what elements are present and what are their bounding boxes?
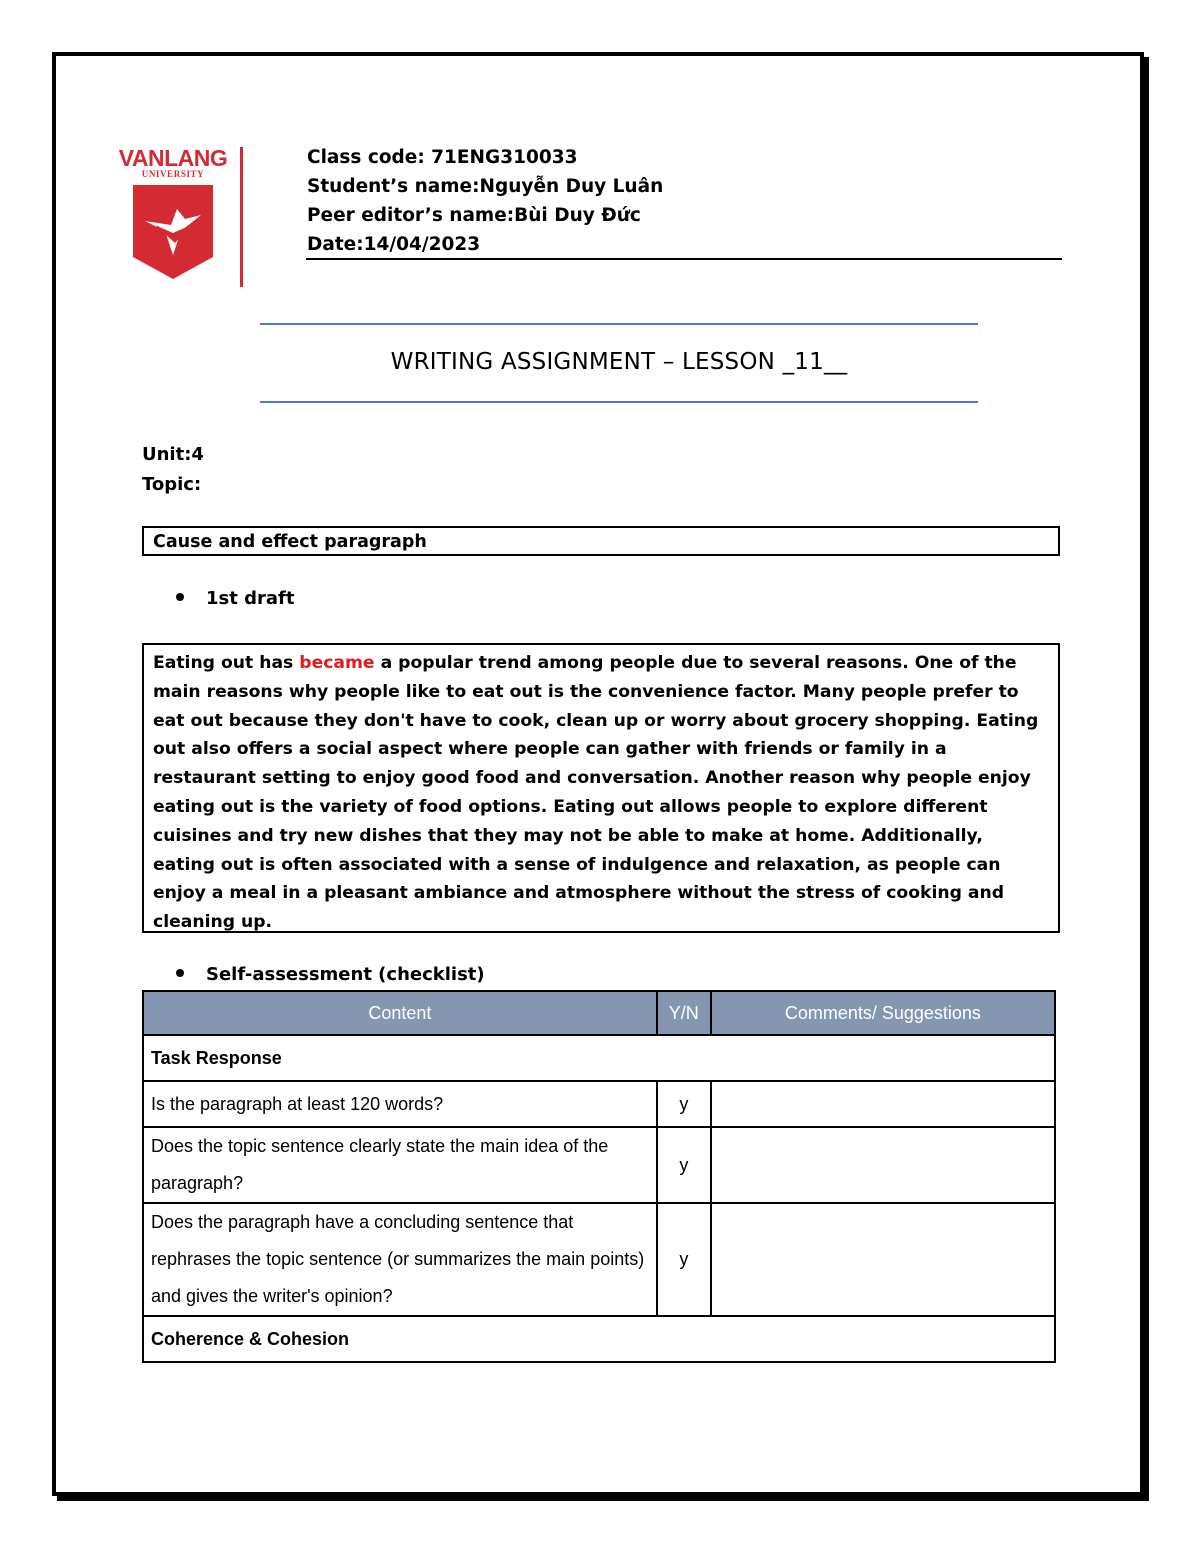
- draft-paragraph: [142, 643, 1060, 933]
- page-title: WRITING ASSIGNMENT – LESSON _11__: [390, 349, 848, 375]
- draft-bullet-label: 1st draft: [206, 588, 295, 609]
- table-row: [143, 1081, 1055, 1127]
- header-info: [307, 143, 663, 259]
- header-content: Content: [143, 991, 657, 1035]
- shield-icon: [133, 185, 213, 279]
- table-header-row: [143, 991, 1055, 1035]
- class-code: Class code: 71ENG310033: [307, 147, 578, 168]
- question-cell: Does the topic sentence clearly state the main idea of the paragraph?: [143, 1127, 657, 1203]
- unit-topic: [142, 440, 204, 500]
- unit-label: Unit:4: [142, 444, 204, 465]
- comment-cell[interactable]: [711, 1127, 1055, 1203]
- peer-editor-name: Peer editor’s name:Bùi Duy Đức: [307, 205, 641, 226]
- logo-divider: [240, 147, 243, 287]
- section-row-task-response: [143, 1035, 1055, 1081]
- bullet-icon: [176, 593, 184, 601]
- table-row: [143, 1127, 1055, 1203]
- section-coherence-cohesion: Coherence & Cohesion: [143, 1316, 1055, 1362]
- yn-cell[interactable]: y: [657, 1081, 711, 1127]
- header-yn: Y/N: [657, 991, 711, 1035]
- title-rule-top: [260, 323, 978, 325]
- logo-subtitle: UNIVERSITY: [141, 169, 205, 179]
- yn-cell[interactable]: y: [657, 1203, 711, 1316]
- logo-wordmark: VANLANG: [118, 145, 228, 171]
- self-assessment-label: Self-assessment (checklist): [206, 964, 485, 985]
- draft-highlight: became: [299, 653, 375, 673]
- student-name: Student’s name:Nguyễn Duy Luân: [307, 176, 664, 197]
- topic-box: Cause and effect paragraph: [142, 526, 1060, 556]
- draft-text-start: Eating out has: [153, 653, 300, 673]
- section-task-response: Task Response: [143, 1035, 1055, 1081]
- header-rule: [306, 258, 1062, 260]
- topic-label: Topic:: [142, 474, 202, 495]
- bullet-icon: [176, 969, 184, 977]
- draft-text-rest: a popular trend among people due to several reasons. One of the main reasons why people like to eat out is the convenience factor. Many people prefer to eat out because they don't have to cook, clean up or worry about grocery shopping. Eating out also offers a social aspect where people can gather with friends or family in a restaurant setting to enjoy good food and conversation. Another reason why people enjoy eating out is the variety of food options. Eating out allows people to explore different cuisines and try new dishes that they may not be able to make at home. Additionally, eating out is often associated with a sense of indulgence and relaxation, as people can enjoy a meal in a pleasant ambiance and atmosphere without the stress of cooking and cleaning up.: [153, 653, 1039, 933]
- section-row-coherence: [143, 1316, 1055, 1362]
- date: Date:14/04/2023: [307, 234, 481, 255]
- question-cell: Is the paragraph at least 120 words?: [143, 1081, 657, 1127]
- title-rule-bottom: [260, 401, 978, 403]
- self-assessment-bullet: [176, 964, 485, 985]
- yn-cell[interactable]: y: [657, 1127, 711, 1203]
- question-cell: Does the paragraph have a concluding sentence that rephrases the topic sentence (or summarizes the main points) and gives the writer's opinion?: [143, 1203, 657, 1316]
- university-logo: [112, 145, 242, 285]
- draft-bullet: [176, 588, 294, 609]
- comment-cell[interactable]: [711, 1203, 1055, 1316]
- table-row: [143, 1203, 1055, 1316]
- header-comments: Comments/ Suggestions: [711, 991, 1055, 1035]
- comment-cell[interactable]: [711, 1081, 1055, 1127]
- checklist-table: [142, 990, 1056, 1363]
